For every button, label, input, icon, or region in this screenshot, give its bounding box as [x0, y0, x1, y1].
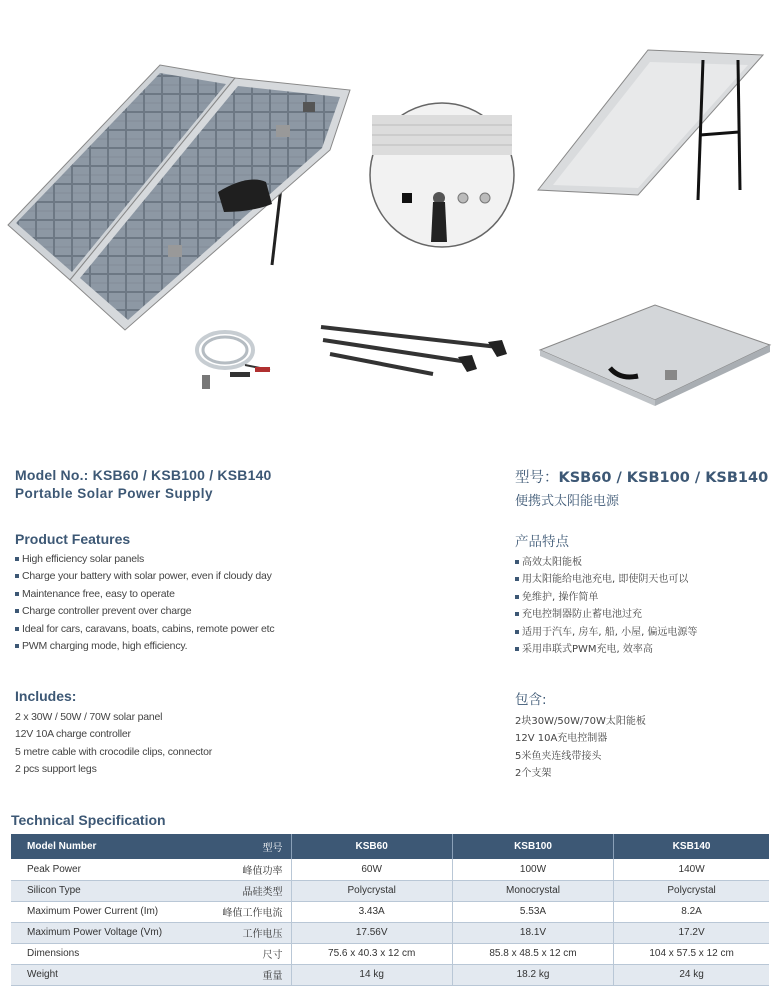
row-label-cn: 重量	[191, 964, 291, 985]
solar-panel-open-photo	[0, 40, 360, 380]
model-numbers-cn: KSB60 / KSB100 / KSB140	[558, 470, 769, 486]
table-cell: 5.53A	[452, 901, 613, 922]
spec-header-col: KSB140	[614, 834, 769, 859]
features-list-cn	[515, 554, 775, 658]
product-subtitle-cn: 便携式太阳能电源	[515, 494, 620, 509]
features-section-en	[15, 531, 375, 655]
table-cell: Polycrystal	[291, 880, 452, 901]
includes-list	[15, 709, 375, 779]
list-item: 充电控制器防止蓄电池过充	[515, 606, 775, 623]
table-cell: 3.43A	[291, 901, 452, 922]
table-cell: 17.2V	[614, 922, 769, 943]
spec-header-col: KSB100	[452, 834, 613, 859]
list-item: 5 metre cable with crocodile clips, connector	[15, 745, 213, 758]
row-label: Silicon Type	[11, 880, 191, 901]
table-row	[11, 964, 769, 985]
features-list	[15, 551, 375, 655]
features-title-cn: 产品特点	[515, 534, 569, 550]
table-row	[11, 859, 769, 880]
table-cell: 85.8 x 48.5 x 12 cm	[452, 943, 613, 964]
features-section-cn	[515, 530, 775, 658]
table-cell: 17.56V	[291, 922, 452, 943]
list-item: 高效太阳能板	[515, 554, 775, 571]
row-label-cn: 峰值工作电流	[191, 901, 291, 922]
table-row	[11, 880, 769, 901]
list-item: 12V 10A充电控制器	[515, 733, 608, 745]
list-item: 2个支架	[515, 768, 552, 780]
spec-title: Technical Specification	[11, 812, 166, 828]
list-item: Charge your battery with solar power, even if cloudy day	[15, 568, 375, 585]
table-cell: 140W	[614, 859, 769, 880]
table-cell: Monocrystal	[452, 880, 613, 901]
list-item: 2块30W/50W/70W太阳能板	[515, 716, 646, 727]
table-cell: 18.2 kg	[452, 964, 613, 985]
spec-header-col: KSB60	[291, 834, 452, 859]
includes-section-en	[15, 688, 375, 779]
row-label-cn: 尺寸	[191, 943, 291, 964]
list-item: Maintenance free, easy to operate	[15, 586, 375, 603]
row-label: Dimensions	[11, 943, 191, 964]
includes-list-cn	[515, 713, 775, 783]
table-row	[11, 943, 769, 964]
spec-header-row	[11, 834, 769, 859]
row-label: Peak Power	[11, 859, 191, 880]
row-label: Weight	[11, 964, 191, 985]
list-item: High efficiency solar panels	[15, 551, 375, 568]
row-label: Maximum Power Voltage (Vm)	[11, 922, 191, 943]
table-cell: 75.6 x 40.3 x 12 cm	[291, 943, 452, 964]
model-label: Model No.:	[15, 467, 89, 483]
row-label-cn: 峰值功率	[191, 859, 291, 880]
includes-title-cn: 包含:	[515, 692, 547, 708]
table-cell: 18.1V	[452, 922, 613, 943]
features-title: Product Features	[15, 531, 131, 547]
spec-header-cn: 型号	[191, 834, 291, 859]
list-item: 免维护, 操作简单	[515, 589, 775, 606]
row-label-cn: 工作电压	[191, 922, 291, 943]
table-cell: 100W	[452, 859, 613, 880]
model-numbers: KSB60 / KSB100 / KSB140	[92, 467, 272, 483]
table-cell: 14 kg	[291, 964, 452, 985]
includes-title: Includes:	[15, 688, 77, 704]
cable-photo	[190, 325, 280, 395]
table-cell: 24 kg	[614, 964, 769, 985]
row-label-cn: 晶硅类型	[191, 880, 291, 901]
spec-header-name: Model Number	[11, 834, 191, 859]
row-label: Maximum Power Current (Im)	[11, 901, 191, 922]
table-row	[11, 922, 769, 943]
controller-closeup-photo	[367, 100, 517, 250]
solar-panel-standing-photo	[528, 40, 778, 210]
list-item: 12V 10A charge controller	[15, 728, 131, 741]
list-item: 5米鱼夹连线带接头	[515, 750, 602, 762]
list-item: 用太阳能给电池充电, 即使阴天也可以	[515, 571, 775, 588]
model-label-cn: 型号：	[515, 470, 559, 486]
support-legs-photo	[318, 322, 518, 382]
product-subtitle: Portable Solar Power Supply	[15, 486, 214, 501]
product-photos	[0, 0, 780, 430]
includes-section-cn	[515, 688, 775, 783]
list-item: Ideal for cars, caravans, boats, cabins, remote power etc	[15, 621, 375, 638]
list-item: 2 x 30W / 50W / 70W solar panel	[15, 711, 163, 723]
table-cell: 60W	[291, 859, 452, 880]
table-cell: 104 x 57.5 x 12 cm	[614, 943, 769, 964]
list-item: PWM charging mode, high efficiency.	[15, 638, 375, 655]
table-row	[11, 901, 769, 922]
list-item: 采用串联式PWM充电, 效率高	[515, 641, 775, 658]
table-cell: Polycrystal	[614, 880, 769, 901]
spec-table	[11, 834, 769, 986]
list-item: Charge controller prevent over charge	[15, 603, 375, 620]
list-item: 适用于汽车, 房车, 船, 小屋, 偏远电源等	[515, 624, 775, 641]
model-header-cn	[515, 466, 775, 509]
closed-case-photo	[535, 300, 775, 410]
list-item: 2 pcs support legs	[15, 763, 97, 776]
model-header-en	[15, 467, 375, 501]
table-cell: 8.2A	[614, 901, 769, 922]
